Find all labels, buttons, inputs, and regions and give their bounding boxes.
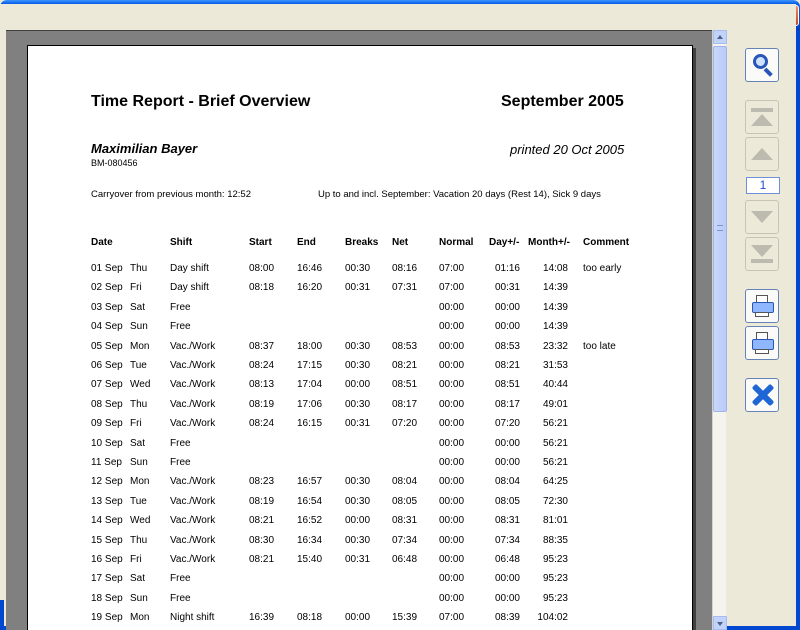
- cell-month-diff: 14:39: [542, 321, 568, 333]
- cell-start: 08:23: [249, 476, 275, 488]
- cell-shift: Day shift: [170, 282, 209, 294]
- cell-shift: Free: [170, 592, 191, 604]
- cell-start: 08:21: [249, 554, 275, 565]
- cell-date: 05 Sep: [91, 340, 123, 352]
- cell-start: 08:37: [249, 340, 275, 352]
- cell-date: 07 Sep: [91, 379, 123, 391]
- cell-weekday: Thu: [130, 534, 148, 546]
- cell-month-diff: 81:01: [542, 515, 568, 527]
- cell-month-diff: 14:39: [542, 282, 568, 294]
- cell-date: 09 Sep: [91, 418, 123, 430]
- cell-shift: Free: [170, 457, 191, 468]
- cell-shift: Vac./Work: [170, 515, 216, 527]
- cell-date: 03 Sep: [91, 301, 123, 313]
- cell-shift: Vac./Work: [170, 554, 216, 565]
- cell-shift: Vac./Work: [170, 418, 216, 430]
- cell-month-diff: 56:21: [542, 457, 568, 468]
- cell-net: 08:16: [392, 263, 418, 274]
- cell-normal: 07:00: [439, 282, 465, 294]
- cell-normal: 00:00: [439, 360, 465, 371]
- cell-breaks: 00:31: [345, 418, 371, 430]
- cell-day-diff: 00:00: [494, 592, 520, 604]
- cell-weekday: Sun: [130, 321, 148, 333]
- cell-day-diff: 08:39: [494, 612, 520, 624]
- column-header-day-diff: Day+/-: [489, 237, 520, 248]
- column-header-date: Date: [91, 237, 113, 248]
- column-header-breaks: Breaks: [345, 237, 379, 248]
- cell-weekday: Sat: [130, 437, 146, 449]
- report-page: [27, 45, 693, 630]
- cell-comment: too late: [583, 340, 616, 352]
- cell-shift: Vac./Work: [170, 398, 216, 410]
- scroll-thumb[interactable]: [713, 46, 727, 412]
- cell-month-diff: 23:32: [542, 340, 568, 352]
- next-page-button[interactable]: [745, 200, 779, 234]
- cell-month-diff: 56:21: [542, 418, 568, 430]
- cell-net: 06:48: [392, 554, 418, 565]
- cell-date: 15 Sep: [91, 534, 123, 546]
- cell-start: 08:13: [249, 379, 275, 391]
- cell-end: 16:46: [297, 263, 323, 274]
- printer-setup-icon: [746, 327, 778, 359]
- report-title: Time Report - Brief Overview: [91, 93, 311, 110]
- cell-weekday: Sun: [130, 457, 148, 468]
- last-page-icon: [746, 238, 778, 270]
- cell-normal: 00:00: [439, 592, 465, 604]
- cell-shift: Vac./Work: [170, 379, 216, 391]
- cell-normal: 00:00: [439, 476, 465, 488]
- vertical-scrollbar[interactable]: [712, 30, 726, 630]
- cell-start: 08:30: [249, 534, 275, 546]
- cell-start: 08:24: [249, 360, 275, 371]
- cell-shift: Vac./Work: [170, 340, 216, 352]
- cell-net: 08:31: [392, 515, 418, 527]
- cell-weekday: Sun: [130, 592, 148, 604]
- cell-month-diff: 95:23: [542, 592, 568, 604]
- previous-page-button[interactable]: [745, 137, 779, 171]
- cell-day-diff: 08:04: [494, 476, 520, 488]
- cell-normal: 00:00: [439, 573, 465, 585]
- cell-weekday: Tue: [130, 360, 147, 371]
- cell-day-diff: 08:05: [494, 495, 520, 507]
- cell-shift: Night shift: [170, 612, 215, 624]
- cell-net: 07:34: [392, 534, 418, 546]
- cell-breaks: 00:00: [345, 379, 371, 391]
- cell-day-diff: 08:53: [494, 340, 520, 352]
- last-page-button[interactable]: [745, 237, 779, 271]
- cell-normal: 07:00: [439, 263, 465, 274]
- cell-shift: Vac./Work: [170, 360, 216, 371]
- cell-breaks: 00:31: [345, 554, 371, 565]
- cell-day-diff: 07:20: [494, 418, 520, 430]
- cell-breaks: 00:30: [345, 476, 371, 488]
- cell-normal: 00:00: [439, 301, 465, 313]
- cell-net: 08:51: [392, 379, 418, 391]
- cell-breaks: 00:30: [345, 398, 371, 410]
- cell-date: 02 Sep: [91, 282, 123, 294]
- vacation-summary: Up to and incl. September: Vacation 20 days (Rest 14), Sick 9 days: [318, 189, 601, 200]
- column-header-end: End: [297, 237, 316, 248]
- cell-day-diff: 00:00: [494, 457, 520, 468]
- cell-day-diff: 08:21: [494, 360, 520, 371]
- cell-start: 08:18: [249, 282, 275, 294]
- cell-end: 17:04: [297, 379, 323, 391]
- cell-day-diff: 00:00: [494, 321, 520, 333]
- cell-breaks: 00:31: [345, 282, 371, 294]
- cell-normal: 00:00: [439, 554, 465, 565]
- cell-start: 16:39: [249, 612, 275, 624]
- cell-end: 08:18: [297, 612, 323, 624]
- cell-end: 16:15: [297, 418, 323, 430]
- first-page-icon: [746, 101, 778, 133]
- cell-end: 16:57: [297, 476, 323, 488]
- scroll-down-button[interactable]: [713, 616, 727, 630]
- cell-net: 15:39: [392, 612, 418, 624]
- cell-end: 17:15: [297, 360, 323, 371]
- cell-month-diff: 56:21: [542, 437, 568, 449]
- cell-normal: 00:00: [439, 418, 465, 430]
- cell-normal: 00:00: [439, 534, 465, 546]
- cell-month-diff: 40:44: [542, 379, 568, 391]
- cell-weekday: Tue: [130, 495, 147, 507]
- cell-breaks: 00:30: [345, 263, 371, 274]
- cell-weekday: Mon: [130, 476, 150, 488]
- cell-day-diff: 07:34: [494, 534, 520, 546]
- cell-month-diff: 104:02: [537, 612, 568, 624]
- cell-month-diff: 95:23: [542, 573, 568, 585]
- cell-day-diff: 00:31: [494, 282, 520, 294]
- cell-weekday: Fri: [130, 554, 142, 565]
- magnifier-icon: [746, 49, 778, 81]
- employee-id: BM-080456: [91, 158, 138, 168]
- cell-end: 17:06: [297, 398, 323, 410]
- cell-start: 08:00: [249, 263, 275, 274]
- print-setup-button[interactable]: [745, 326, 779, 360]
- cell-date: 11 Sep: [91, 457, 122, 468]
- cell-end: 16:20: [297, 282, 323, 294]
- column-header-month-diff: Month+/-: [528, 237, 570, 248]
- cell-normal: 00:00: [439, 515, 465, 527]
- cell-month-diff: 72:30: [542, 495, 568, 507]
- cell-net: 08:53: [392, 340, 418, 352]
- grip-icon: [717, 225, 723, 231]
- cell-day-diff: 00:00: [494, 437, 520, 449]
- cell-shift: Day shift: [170, 263, 209, 274]
- cell-net: 08:21: [392, 360, 418, 371]
- cell-day-diff: 06:48: [494, 554, 520, 565]
- cell-shift: Free: [170, 321, 191, 333]
- cell-normal: 00:00: [439, 457, 465, 468]
- cell-shift: Free: [170, 573, 191, 585]
- cell-weekday: Wed: [130, 515, 151, 527]
- cell-date: 12 Sep: [91, 476, 123, 488]
- cell-end: 18:00: [297, 340, 323, 352]
- cell-net: 08:05: [392, 495, 418, 507]
- window-border-right: [796, 30, 800, 630]
- printer-icon: [746, 290, 778, 322]
- cell-date: 01 Sep: [91, 263, 123, 274]
- cell-breaks: 00:00: [345, 515, 371, 527]
- cell-month-diff: 49:01: [542, 398, 568, 410]
- cell-normal: 00:00: [439, 398, 465, 410]
- cell-comment: too early: [583, 263, 622, 274]
- cell-normal: 00:00: [439, 379, 465, 391]
- cell-normal: 00:00: [439, 495, 465, 507]
- cell-day-diff: 08:31: [494, 515, 520, 527]
- cell-end: 16:34: [297, 534, 323, 546]
- cell-date: 16 Sep: [91, 554, 123, 565]
- cell-start: 08:24: [249, 418, 275, 430]
- cell-end: 15:40: [297, 554, 323, 565]
- cell-date: 06 Sep: [91, 360, 123, 371]
- cell-date: 17 Sep: [91, 573, 123, 585]
- employee-name: Maximilian Bayer: [91, 141, 198, 156]
- cell-month-diff: 88:35: [542, 534, 568, 546]
- cell-date: 18 Sep: [91, 592, 123, 604]
- cell-date: 08 Sep: [91, 398, 123, 410]
- cell-shift: Free: [170, 437, 191, 449]
- close-preview-button[interactable]: [745, 378, 779, 412]
- column-header-shift: Shift: [170, 237, 193, 248]
- cell-month-diff: 14:39: [542, 301, 568, 313]
- cell-breaks: 00:30: [345, 495, 371, 507]
- client-area: [0, 4, 796, 624]
- cell-breaks: 00:30: [345, 340, 371, 352]
- scroll-up-button[interactable]: [713, 30, 727, 44]
- cell-shift: Vac./Work: [170, 534, 216, 546]
- cell-date: 10 Sep: [91, 437, 123, 449]
- cell-start: 08:21: [249, 515, 275, 527]
- cell-weekday: Sat: [130, 573, 146, 585]
- cell-net: 07:20: [392, 418, 418, 430]
- printed-date: printed 20 Oct 2005: [510, 142, 625, 157]
- cell-net: 08:17: [392, 398, 418, 410]
- cell-start: 08:19: [249, 495, 275, 507]
- cell-end: 16:52: [297, 515, 323, 527]
- cell-date: 04 Sep: [91, 321, 123, 333]
- cell-normal: 07:00: [439, 612, 465, 624]
- preview-area[interactable]: [6, 30, 712, 630]
- cell-start: 08:19: [249, 398, 275, 410]
- cell-weekday: Sat: [130, 301, 146, 313]
- next-page-icon: [746, 201, 778, 233]
- cell-breaks: 00:30: [345, 360, 371, 371]
- cell-normal: 00:00: [439, 321, 465, 333]
- cell-weekday: Fri: [130, 418, 142, 430]
- cell-breaks: 00:00: [345, 612, 371, 624]
- cell-weekday: Wed: [130, 379, 151, 391]
- cell-month-diff: 31:53: [542, 360, 568, 371]
- cell-date: 13 Sep: [91, 495, 123, 507]
- column-header-net: Net: [392, 237, 409, 248]
- cell-breaks: 00:30: [345, 534, 371, 546]
- cell-weekday: Thu: [130, 263, 148, 274]
- cell-shift: Free: [170, 301, 191, 313]
- cell-day-diff: 00:00: [494, 573, 520, 585]
- cell-end: 16:54: [297, 495, 323, 507]
- cell-weekday: Thu: [130, 398, 148, 410]
- cell-month-diff: 14:08: [542, 263, 568, 274]
- cell-weekday: Fri: [130, 282, 142, 294]
- cell-day-diff: 01:16: [494, 263, 520, 274]
- print-button[interactable]: [745, 289, 779, 323]
- column-header-start: Start: [249, 237, 272, 248]
- cell-normal: 00:00: [439, 437, 465, 449]
- cell-date: 14 Sep: [91, 515, 123, 527]
- cell-shift: Vac./Work: [170, 476, 216, 488]
- cell-day-diff: 08:17: [494, 398, 520, 410]
- close-x-icon: [746, 379, 778, 411]
- column-header-comment: Comment: [583, 237, 630, 248]
- cell-month-diff: 64:25: [542, 476, 568, 488]
- cell-net: 07:31: [392, 282, 418, 294]
- cell-normal: 00:00: [439, 340, 465, 352]
- zoom-button[interactable]: [745, 48, 779, 82]
- cell-month-diff: 95:23: [542, 554, 568, 565]
- page-number[interactable]: 1: [746, 177, 780, 194]
- cell-net: 08:04: [392, 476, 418, 488]
- cell-weekday: Mon: [130, 612, 150, 624]
- column-header-normal: Normal: [439, 237, 474, 248]
- first-page-button[interactable]: [745, 100, 779, 134]
- carryover-text: Carryover from previous month: 12:52: [91, 189, 251, 200]
- cell-day-diff: 00:00: [494, 301, 520, 313]
- cell-weekday: Mon: [130, 340, 150, 352]
- cell-day-diff: 08:51: [494, 379, 520, 391]
- preview-toolbar: [730, 30, 792, 626]
- cell-shift: Vac./Work: [170, 495, 216, 507]
- previous-page-icon: [746, 138, 778, 170]
- report-month: September 2005: [501, 93, 624, 110]
- cell-date: 19 Sep: [91, 612, 123, 624]
